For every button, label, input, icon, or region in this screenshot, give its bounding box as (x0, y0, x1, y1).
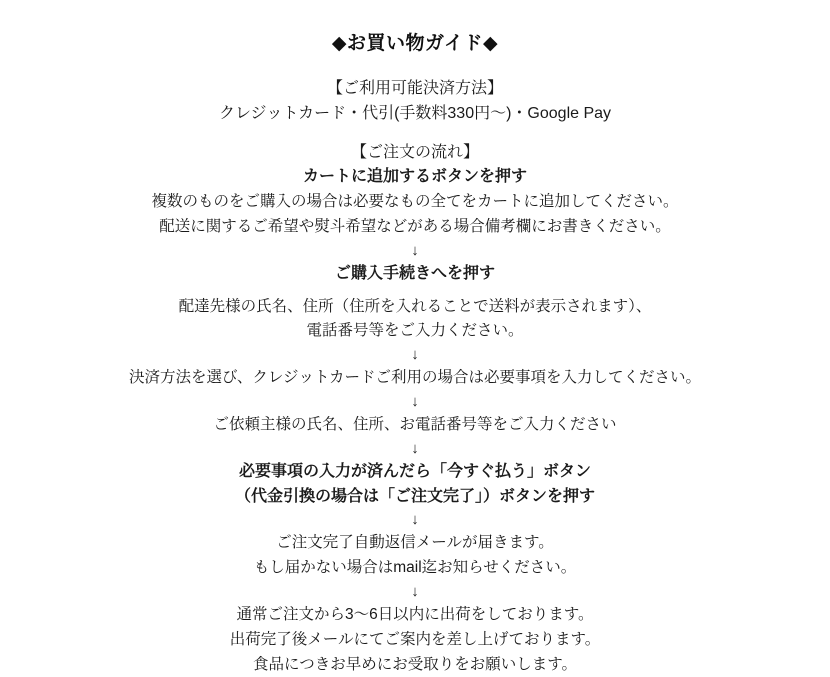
flow-step-2-note-2: 電話番号等をご入力ください。 (306, 322, 524, 340)
flow-step-2-note-1: 配達先様の氏名、住所（住所を入れることで送料が表示されます）、 (178, 297, 652, 315)
flow-step-7-note-2: 出荷完了後メールにてご案内を差し上げております。 (229, 630, 601, 648)
flow-step-5-label-1: 必要事項の入力が済んだら「今すぐ払う」ボタン (238, 462, 591, 480)
flow-heading: 【ご注文の流れ】 (350, 143, 479, 161)
payment-methods: クレジットカード・代引(手数料330円〜)・Google Pay (218, 104, 612, 122)
flow-arrow-4: ↓ (411, 439, 419, 457)
flow-arrow-1: ↓ (411, 241, 419, 259)
flow-step-6-note-1: ご注文完了自動返信メールが届きます。 (276, 534, 554, 552)
flow-arrow-3: ↓ (411, 392, 419, 410)
flow-step-1-note-2: 配送に関するご希望や熨斗希望などがある場合備考欄にお書きください。 (159, 217, 671, 235)
flow-step-2-label: ご購入手続きへを押す (334, 264, 495, 282)
flow-arrow-2: ↓ (411, 346, 419, 364)
flow-arrow-6: ↓ (411, 582, 419, 600)
flow-step-6-note-2: もし届かない場合はmail迄お知らせください。 (253, 559, 577, 577)
flow-step-1-label: カートに追加するボタンを押す (302, 168, 527, 186)
flow-step-7-note-3: 食品につきお早めにお受取りをお願いします。 (253, 655, 577, 673)
payment-section (20, 77, 810, 127)
flow-step-1-note-1: 複数のものをご購入の場合は必要なもの全てをカートに追加してください。 (151, 193, 679, 211)
flow-step-3-note-1: 決済方法を選び、クレジットカードご利用の場合は必要事項を入力してください。 (128, 369, 702, 387)
flow-arrow-5: ↓ (411, 511, 419, 529)
flow-step-5-label-2: （代金引換の場合は「ご注文完了」）ボタンを押す (234, 487, 595, 505)
flow-step-4-note-1: ご依頼主様の氏名、住所、お電話番号等をご入力ください (213, 415, 617, 433)
flow-step-7-note-1: 通常ご注文から3〜6日以内に出荷をしております。 (236, 605, 594, 623)
order-flow-section (20, 141, 810, 677)
payment-heading: 【ご利用可能決済方法】 (326, 80, 503, 97)
page-title: ◆お買い物ガイド◆ (331, 33, 499, 54)
spacer (20, 287, 810, 295)
spacer (20, 127, 810, 141)
